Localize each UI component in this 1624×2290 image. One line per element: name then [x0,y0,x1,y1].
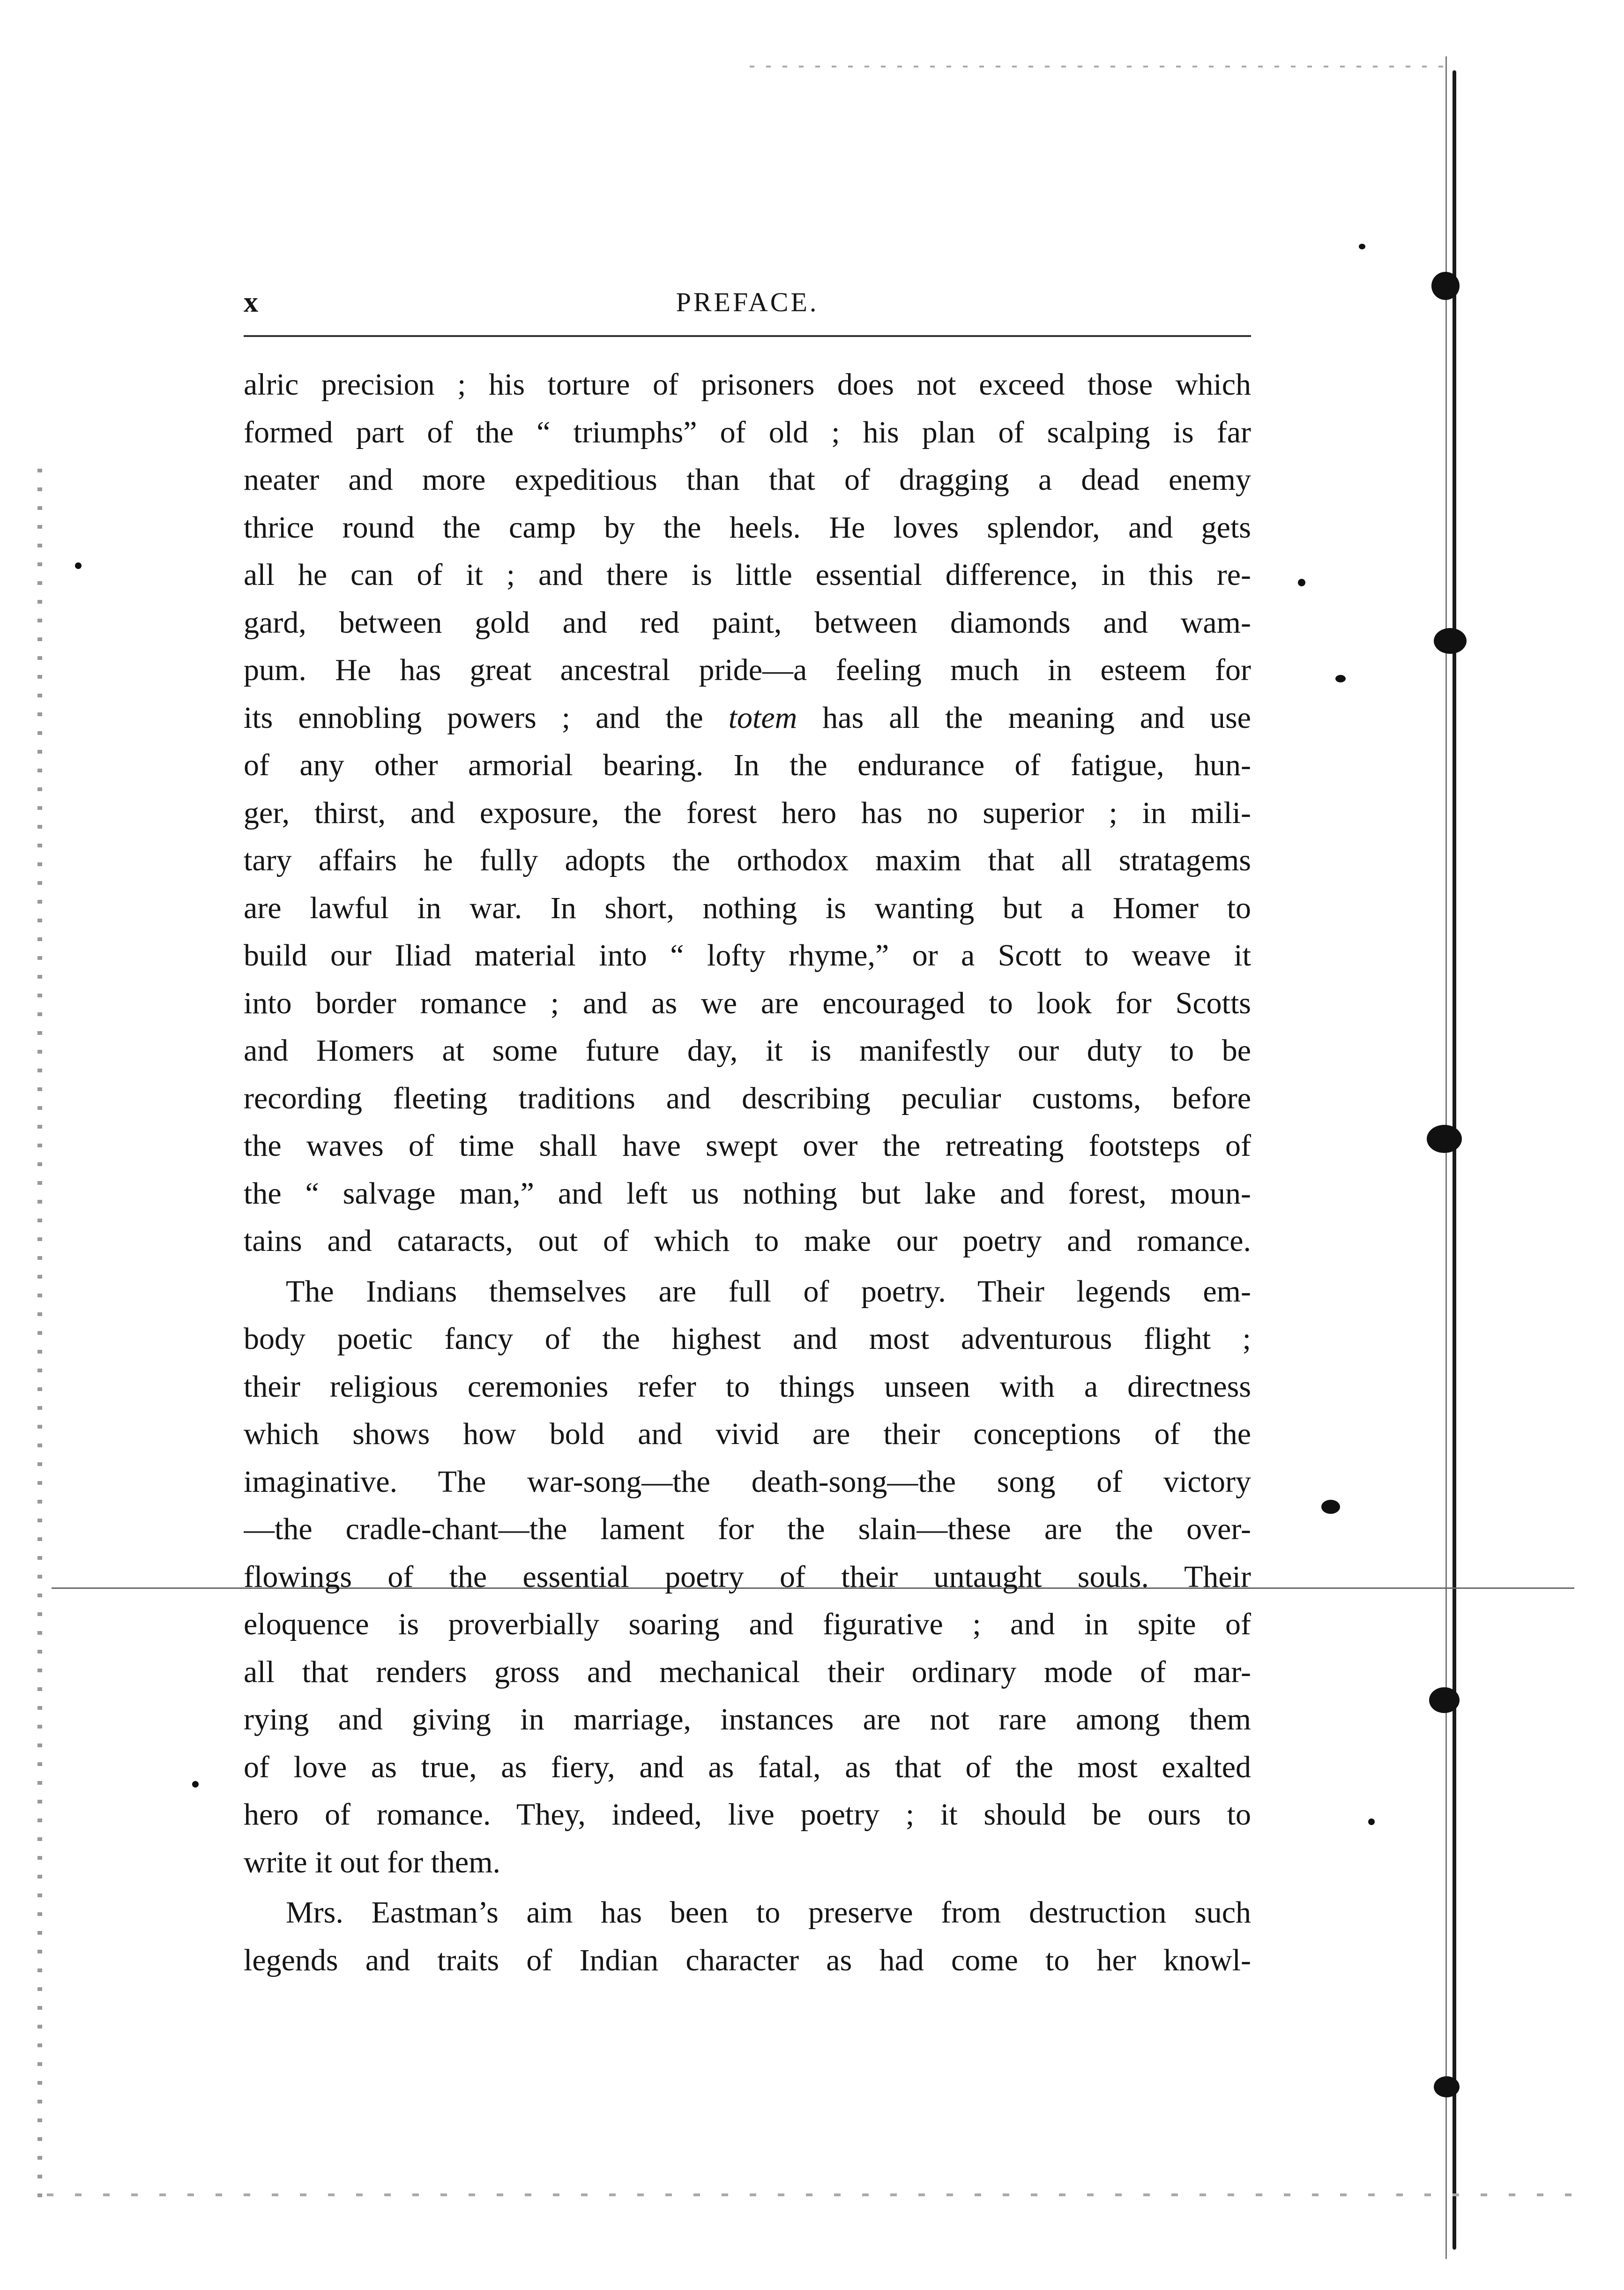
text-line: their religious ceremonies refer to things unseen with a directness [244,1369,1251,1404]
text-line: of love as true, as fiery, and as fatal, as that of the most exalted [244,1750,1251,1784]
paragraph [244,361,1251,1265]
scan-edge-line [1453,70,1456,2250]
text-line: body poetic fancy of the highest and most adventurous flight ; [244,1322,1251,1356]
text-line: the “ salvage man,” and left us nothing but lake and forest, moun- [244,1176,1251,1211]
ink-speck [192,1781,199,1788]
ink-blot [1434,2076,1460,2097]
text-line: recording fleeting traditions and describing peculiar customs, before [244,1081,1251,1115]
ink-speck [1368,1819,1375,1825]
text-body [244,361,1251,1984]
scan-left-edge [37,469,42,2203]
text-line: gard, between gold and red paint, between diamonds and wam- [244,605,1251,640]
text-line: The Indians themselves are full of poetry. Their legends em- [286,1274,1251,1309]
text-line: ger, thirst, and exposure, the forest hero has no superior ; in mili- [244,795,1251,830]
text-line: rying and giving in marriage, instances are not rare among them [244,1702,1251,1736]
text-line: tary affairs he fully adopts the orthodox maxim that all stratagems [244,843,1251,877]
text-line: pum. He has great ancestral pride—a feeling much in esteem for [244,653,1251,687]
text-line: its ennobling powers ; and the totem has all the meaning and use [244,700,1251,735]
text-line: neater and more expeditious than that of dragging a dead enemy [244,463,1251,497]
text-line: formed part of the “ triumphs” of old ; his plan of scalping is far [244,415,1251,449]
text-line: tains and cataracts, out of which to make our poetry and romance. [244,1224,1251,1258]
page-title: PREFACE. [676,287,819,317]
text-line: build our Iliad material into “ lofty rhyme,” or a Scott to weave it [244,938,1251,973]
running-head [244,281,1251,323]
scan-edge-shadow [1445,56,1447,2259]
text-line: Mrs. Eastman’s aim has been to preserve from destruction such [286,1895,1251,1930]
text-line: alric precision ; his torture of prisoners does not exceed those which [244,367,1251,402]
text-line: thrice round the camp by the heels. He loves splendor, and gets [244,510,1251,545]
ink-blot [1427,1125,1462,1153]
text-line: and Homers at some future day, it is manifestly our duty to be [244,1033,1251,1068]
text-line: —the cradle-chant—the lament for the slain—these are the over- [244,1512,1251,1546]
text-line: flowings of the essential poetry of their untaught souls. Their [244,1559,1251,1594]
ink-blot [1321,1500,1340,1514]
text-line: all he can of it ; and there is little essential difference, in this re- [244,558,1251,592]
paragraph [244,1889,1251,1984]
text-line: which shows how bold and vivid are their conceptions of the [244,1417,1251,1451]
scan-top-edge [750,66,1453,67]
ink-blot [1434,628,1467,654]
paragraph [244,1268,1251,1886]
ink-speck [1359,244,1365,249]
text-line: the waves of time shall have swept over the retreating footsteps of [244,1129,1251,1163]
text-line: are lawful in war. In short, nothing is wanting but a Homer to [244,891,1251,925]
ink-speck [75,562,82,569]
ink-blot [1431,272,1460,300]
scan-bottom-edge [47,2193,1593,2196]
ink-speck [1335,675,1346,682]
text-line: into border romance ; and as we are encouraged to look for Scotts [244,986,1251,1020]
text-line: of any other armorial bearing. In the endurance of fatigue, hun- [244,748,1251,782]
text-line: all that renders gross and mechanical their ordinary mode of mar- [244,1654,1251,1689]
page-number: x [244,286,259,318]
text-line: write it out for them. [244,1845,501,1879]
text-line: eloquence is proverbially soaring and figurative ; and in spite of [244,1607,1251,1641]
text-line: imaginative. The war-song—the death-song—the song of victory [244,1464,1251,1499]
header-rule [244,335,1251,337]
ink-speck [1298,579,1305,586]
text-line: legends and traits of Indian character as had come to her knowl- [244,1943,1251,1977]
ink-blot [1429,1687,1460,1713]
text-line: hero of romance. They, indeed, live poetry ; it should be ours to [244,1797,1251,1832]
